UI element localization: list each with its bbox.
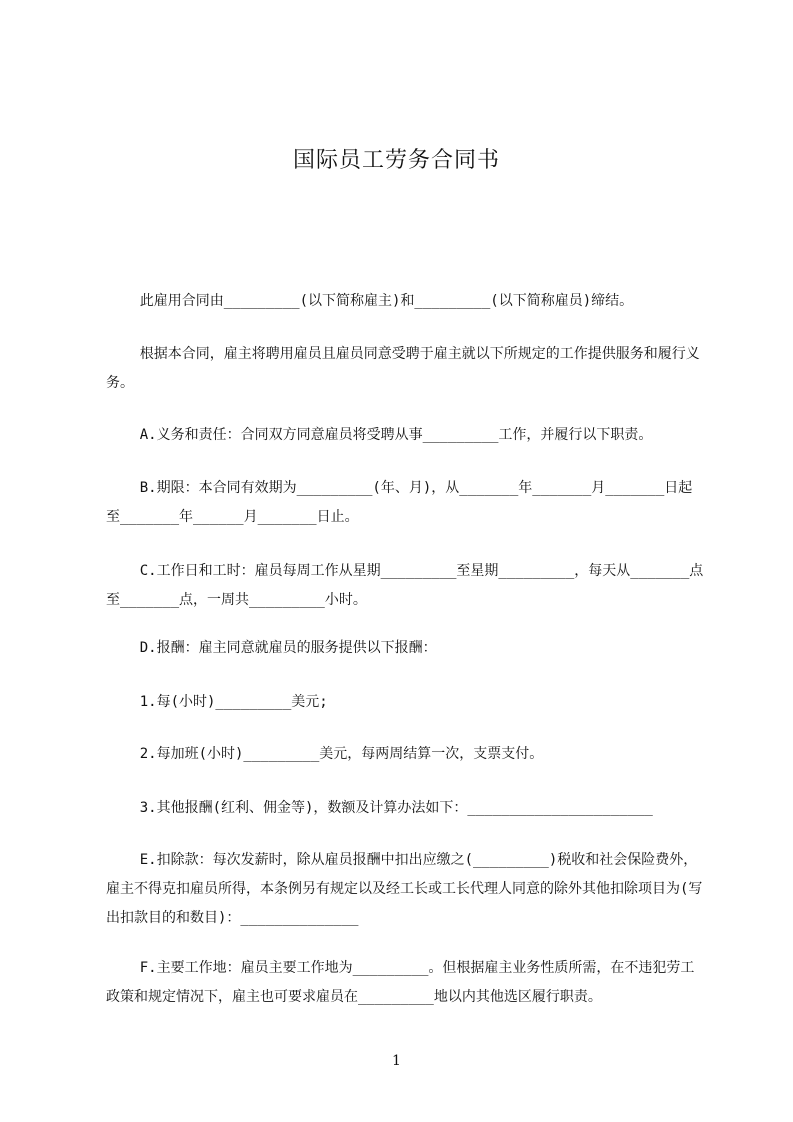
paragraph-other-compensation: 3.其他报酬(红利、佣金等)，数额及计算办法如下：______________________ — [106, 800, 653, 816]
paragraph-term: B.期限：本合同有效期为_________(年、月)，从_______年_______月_______日起至_______年______月_______日止。 — [106, 480, 693, 525]
paragraph-parties: 此雇用合同由_________(以下简称雇主)和_________(以下简称雇员)缔结。 — [106, 293, 634, 309]
paragraph-work-location: F.主要工作地：雇员主要工作地为_________。但根据雇主业务性质所需，在不违犯劳工政策和规定情况下，雇主也可要求雇员在_________地以内其他选区履行职责。 — [106, 960, 695, 1005]
paragraph-duties: A.义务和责任：合同双方同意雇员将受聘从事_________工作，并履行以下职责。 — [106, 427, 653, 443]
paragraph-compensation: D.报酬：雇主同意就雇员的服务提供以下报酬： — [106, 640, 437, 656]
paragraph-overtime-rate: 2.每加班(小时)_________美元，每两周结算一次，支票支付。 — [106, 746, 544, 762]
document-title: 国际员工劳务合同书 — [292, 148, 500, 173]
paragraph-working-hours: C.工作日和工时：雇员每周工作从星期_________至星期_________，每天从_______点至_______点，一周共_________小时。 — [106, 563, 704, 608]
paragraph-preamble: 根据本合同，雇主将聘用雇员且雇员同意受聘于雇主就以下所规定的工作提供服务和履行义务。 — [106, 346, 700, 391]
paragraph-deductions: E.扣除款：每次发薪时，除从雇员报酬中扣出应缴之(_________)税收和社会保险费外，雇主不得克扣雇员所得，本条例另有规定以及经工长或工长代理人同意的除外其他扣除项目为(写出扣款目的和数目)：______________ — [106, 852, 703, 926]
page-number: 1 — [392, 1053, 401, 1069]
paragraph-hourly-rate: 1.每(小时)_________美元; — [106, 694, 328, 710]
